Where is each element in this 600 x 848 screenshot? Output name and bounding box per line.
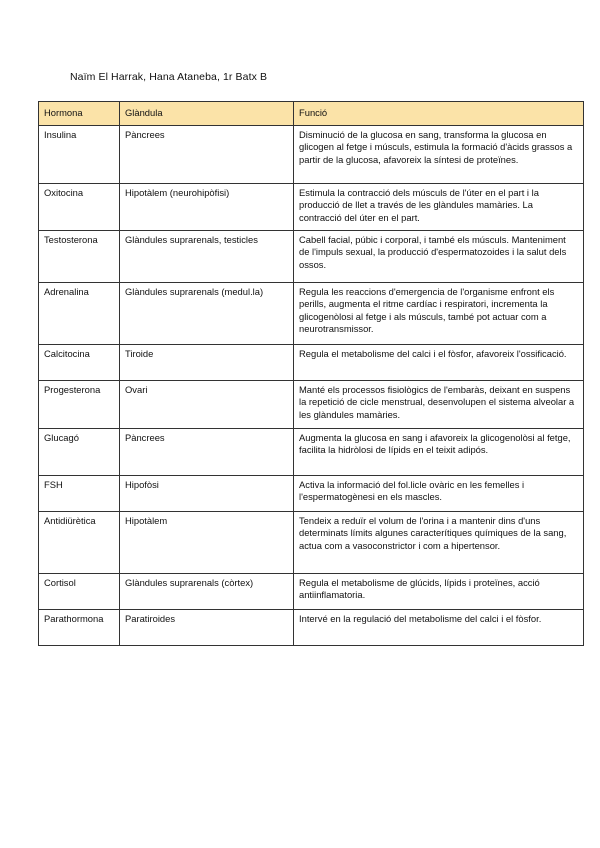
table-row [39,230,584,282]
cell-hormone: Cortisol [39,573,120,609]
cell-gland: Glàndules suprarenals (còrtex) [120,573,294,609]
cell-gland: Glàndules suprarenals (medul.la) [120,282,294,344]
cell-gland: Ovari [120,380,294,428]
table-row [39,475,584,511]
cell-gland: Tiroide [120,344,294,380]
cell-gland: Hipotàlem [120,511,294,573]
cell-function: Regula el metabolisme del calci i el fòsfor, afavoreix l'ossificació. [294,344,584,380]
cell-function: Regula el metabolisme de glúcids, lípids i proteïnes, acció antiinflamatoria. [294,573,584,609]
table-row [39,344,584,380]
cell-gland: Hipotàlem (neurohipòfisi) [120,183,294,230]
cell-function: Intervé en la regulació del metabolisme del calci i el fòsfor. [294,609,584,645]
cell-function: Cabell facial, púbic i corporal, i també els músculs. Manteniment de l'impuls sexual, la producció d'espermatozoides i la salut dels ossos. [294,230,584,282]
cell-hormone: Adrenalina [39,282,120,344]
cell-gland: Paratiroides [120,609,294,645]
cell-function: Tendeix a reduïr el volum de l'orina i a mantenir dins d'uns determinats límits algunes caracterítiques químiques de la sang, actua com a vasoconstrictor i com a hipertensor. [294,511,584,573]
cell-hormone: FSH [39,475,120,511]
cell-function: Estimula la contracció dels músculs de l'úter en el part i la producció de llet a través de les glàndules mamàries. La contracció del úter en el part. [294,183,584,230]
cell-gland: Pàncrees [120,428,294,475]
cell-hormone: Glucagó [39,428,120,475]
table-row [39,183,584,230]
table-row [39,282,584,344]
cell-gland: Pàncrees [120,125,294,183]
cell-function: Augmenta la glucosa en sang i afavoreix la glicogenolòsi al fetge, facilita la hidròlosi de lípids en el teixit adipós. [294,428,584,475]
cell-hormone: Parathormona [39,609,120,645]
cell-gland: Glàndules suprarenals, testicles [120,230,294,282]
table-row [39,573,584,609]
document-authors: Naïm El Harrak, Hana Ataneba, 1r Batx B [70,71,268,83]
header-gland: Glàndula [120,102,294,126]
header-function: Funció [294,102,584,126]
table-row [39,511,584,573]
table-row [39,380,584,428]
table-header-row [39,102,584,126]
cell-hormone: Antidiürètica [39,511,120,573]
header-hormone: Hormona [39,102,120,126]
cell-hormone: Insulina [39,125,120,183]
cell-hormone: Progesterona [39,380,120,428]
cell-hormone: Testosterona [39,230,120,282]
hormones-table [38,101,584,646]
cell-function: Disminució de la glucosa en sang, transforma la glucosa en glicogen al fetge i músculs, estimula la formació d'àcids grassos a partir de la glucosa, afavoreix la síntesi de proteïnes. [294,125,584,183]
table-row [39,609,584,645]
table-row [39,125,584,183]
cell-function: Regula les reaccions d'emergencia de l'organisme enfront els perills, augmenta el ritme cardíac i respiratori, incrementa la glicogenòlosi al fetge i als músculs, també pot actuar com a neurotransmissor. [294,282,584,344]
cell-gland: Hipofòsi [120,475,294,511]
cell-hormone: Calcitocina [39,344,120,380]
cell-function: Manté els processos fisiològics de l'embaràs, deixant en suspens la repetició de cicle menstrual, desenvolupen el sistema alveolar a les glàndules mamàries. [294,380,584,428]
cell-function: Activa la informació del fol.licle ovàric en les femelles i l'espermatogènesi en els mascles. [294,475,584,511]
cell-hormone: Oxitocina [39,183,120,230]
table-row [39,428,584,475]
